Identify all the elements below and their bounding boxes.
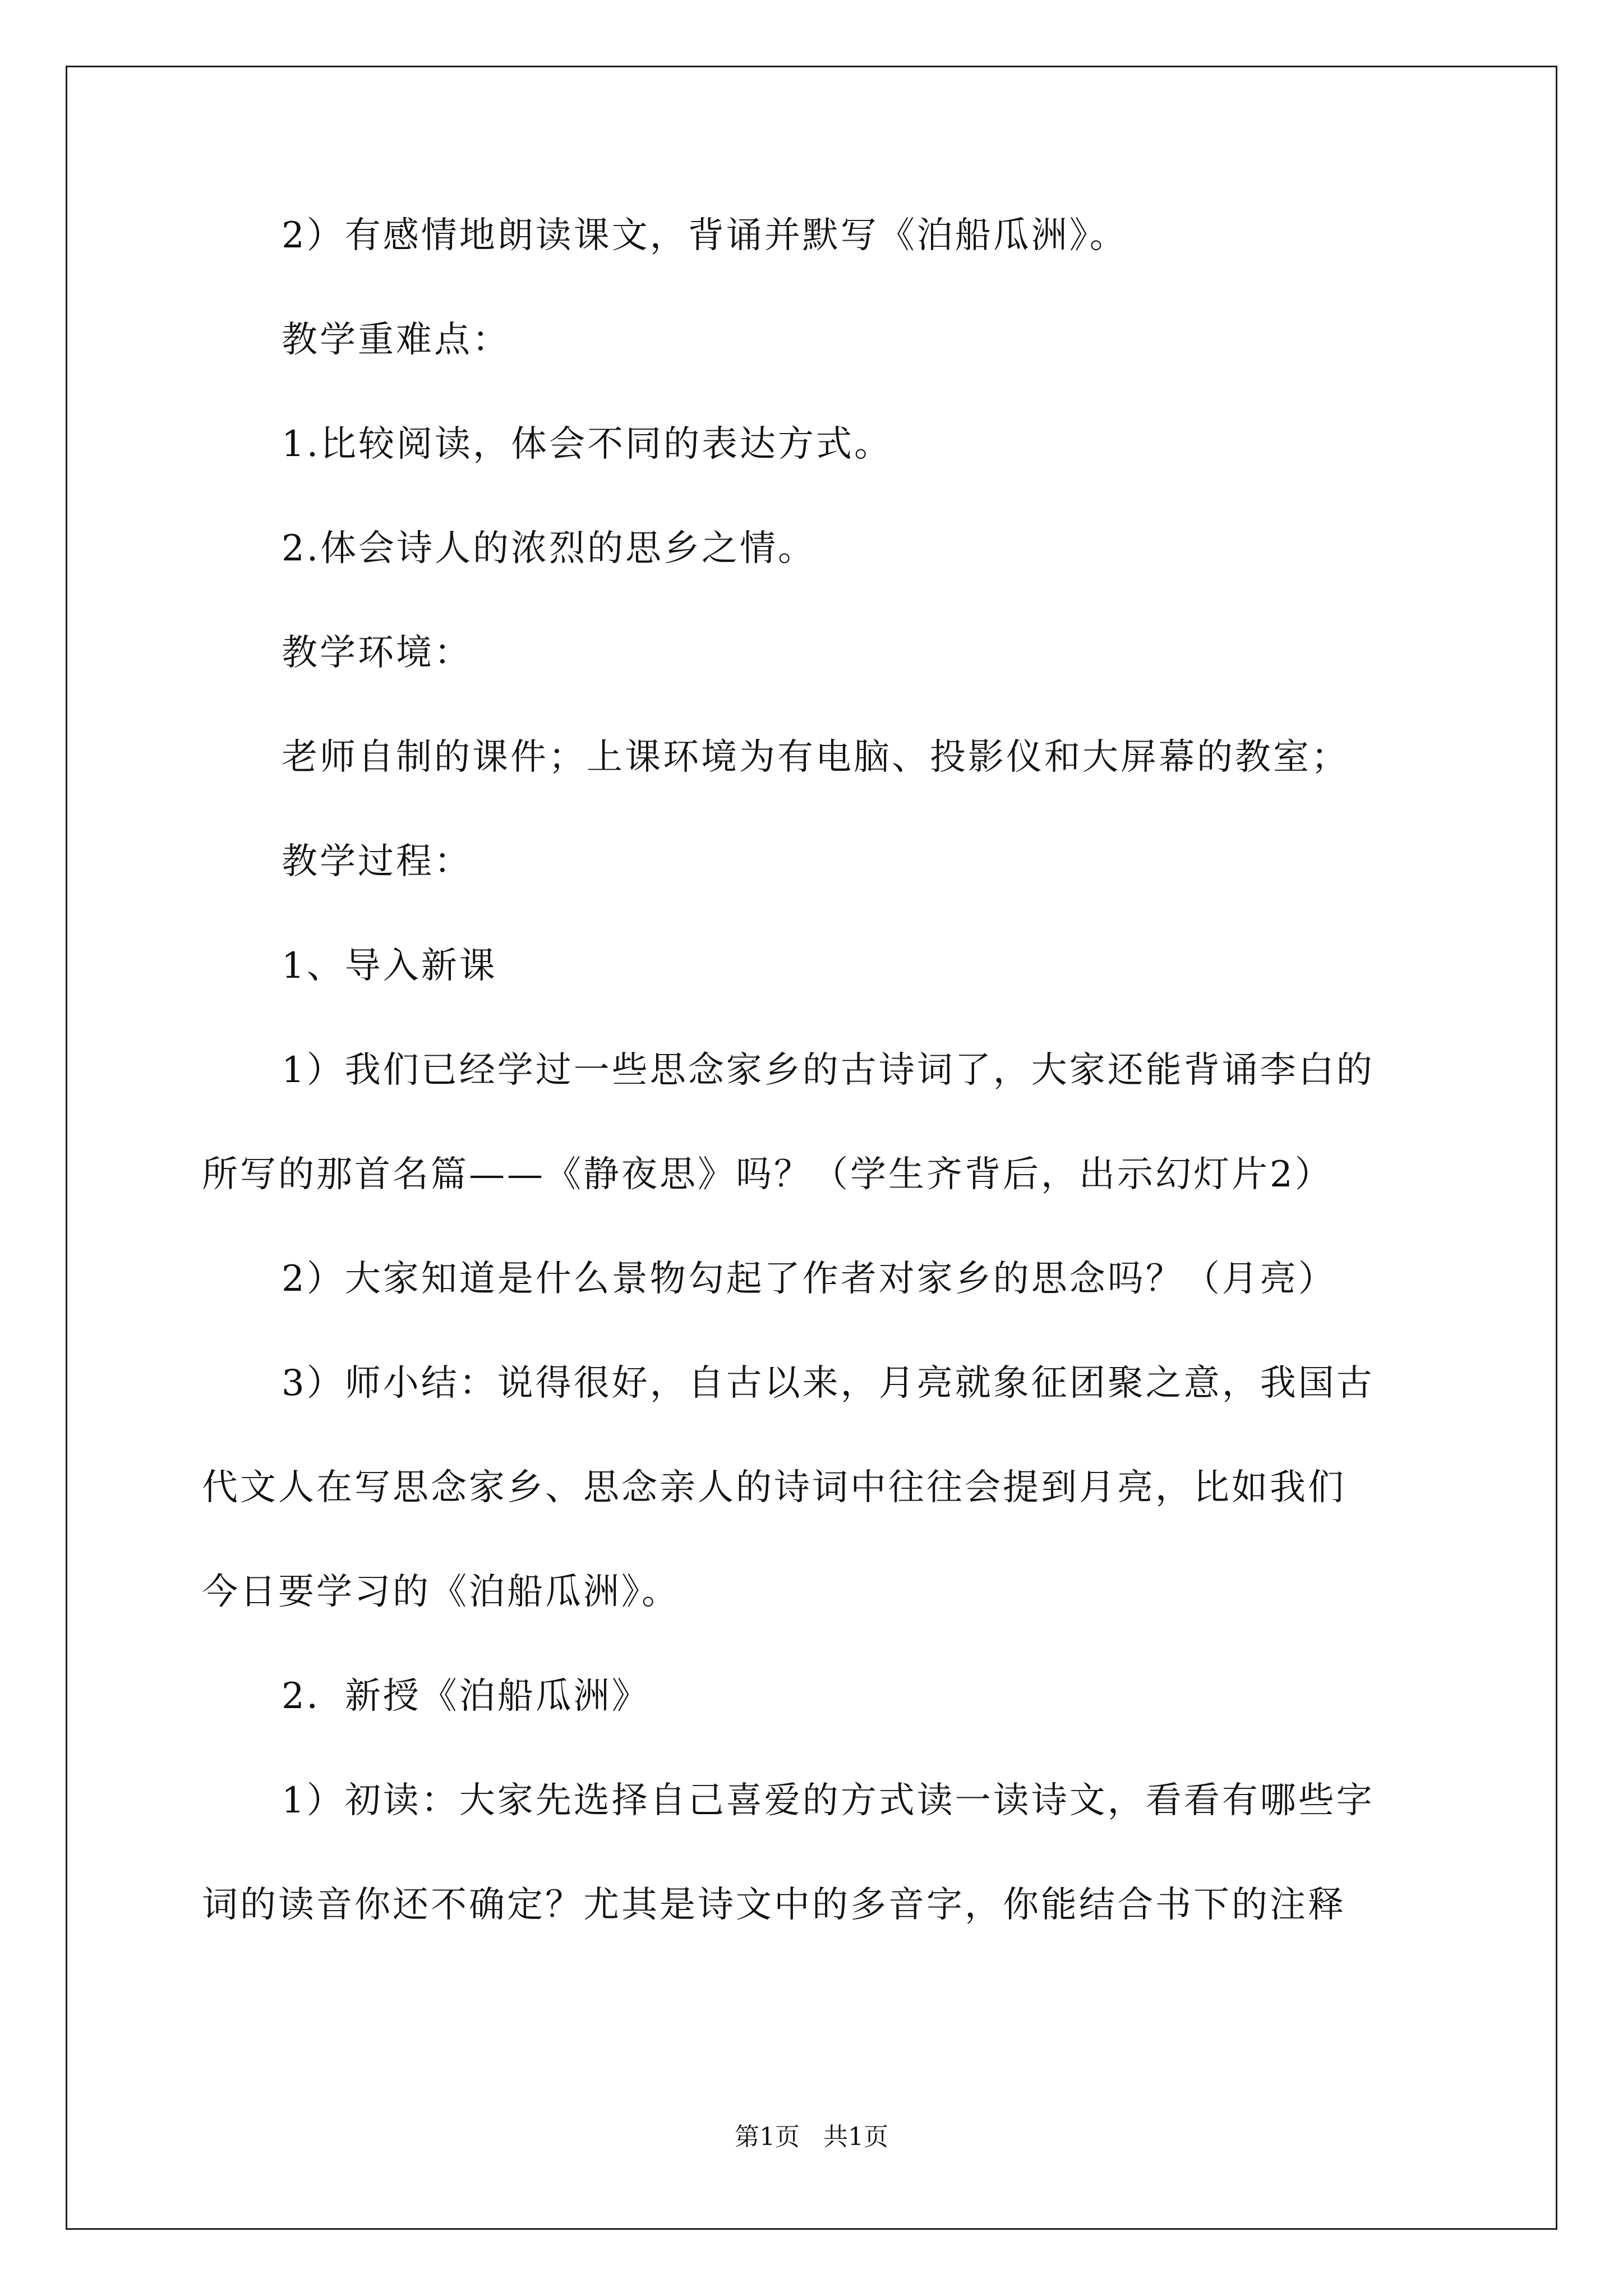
page-total: 共1页: [823, 2123, 888, 2151]
section-heading: 教学过程：: [282, 841, 472, 882]
paragraph-line: 老师自制的课件；上课环境为有电脑、投影仪和大屏幕的教室；: [282, 737, 1349, 778]
paragraph-line: 所写的那首名篇——《静夜思》吗？（学生齐背后，出示幻灯片2）: [202, 1154, 1333, 1195]
paragraph-line: 3）师小结：说得很好，自古以来，月亮就象征团聚之意，我国古: [282, 1363, 1375, 1404]
paragraph-line: 2）有感情地朗读课文，背诵并默写《泊船瓜洲》。: [282, 215, 1128, 256]
paragraph-line: 1）我们已经学过一些思念家乡的古诗词了，大家还能背诵李白的: [282, 1050, 1375, 1091]
section-heading: 教学重难点：: [282, 319, 510, 361]
page-footer: [0, 2120, 1623, 2154]
paragraph-line: 1）初读：大家先选择自己喜爱的方式读一读诗文，看看有哪些字: [282, 1780, 1375, 1821]
paragraph-line: 词的读音你还不确定？尤其是诗文中的多音字，你能结合书下的注释: [202, 1884, 1346, 1926]
paragraph-line: 今日要学习的《泊船瓜洲》。: [202, 1571, 680, 1613]
paragraph-line: 1、导入新课: [282, 945, 497, 987]
paragraph-line: 2）大家知道是什么景物勾起了作者对家乡的思念吗？（月亮）: [282, 1258, 1336, 1300]
paragraph-line: 2.体会诗人的浓烈的思乡之情。: [282, 528, 817, 569]
paragraph-line: 1.比较阅读，体会不同的表达方式。: [282, 424, 893, 465]
paragraph-line: 2．新授《泊船瓜洲》: [282, 1676, 650, 1717]
paragraph-line: 代文人在写思念家乡、思念亲人的诗词中往往会提到月亮，比如我们: [202, 1467, 1346, 1508]
section-heading: 教学环境：: [282, 632, 472, 674]
page-number: 第1页: [735, 2123, 800, 2151]
